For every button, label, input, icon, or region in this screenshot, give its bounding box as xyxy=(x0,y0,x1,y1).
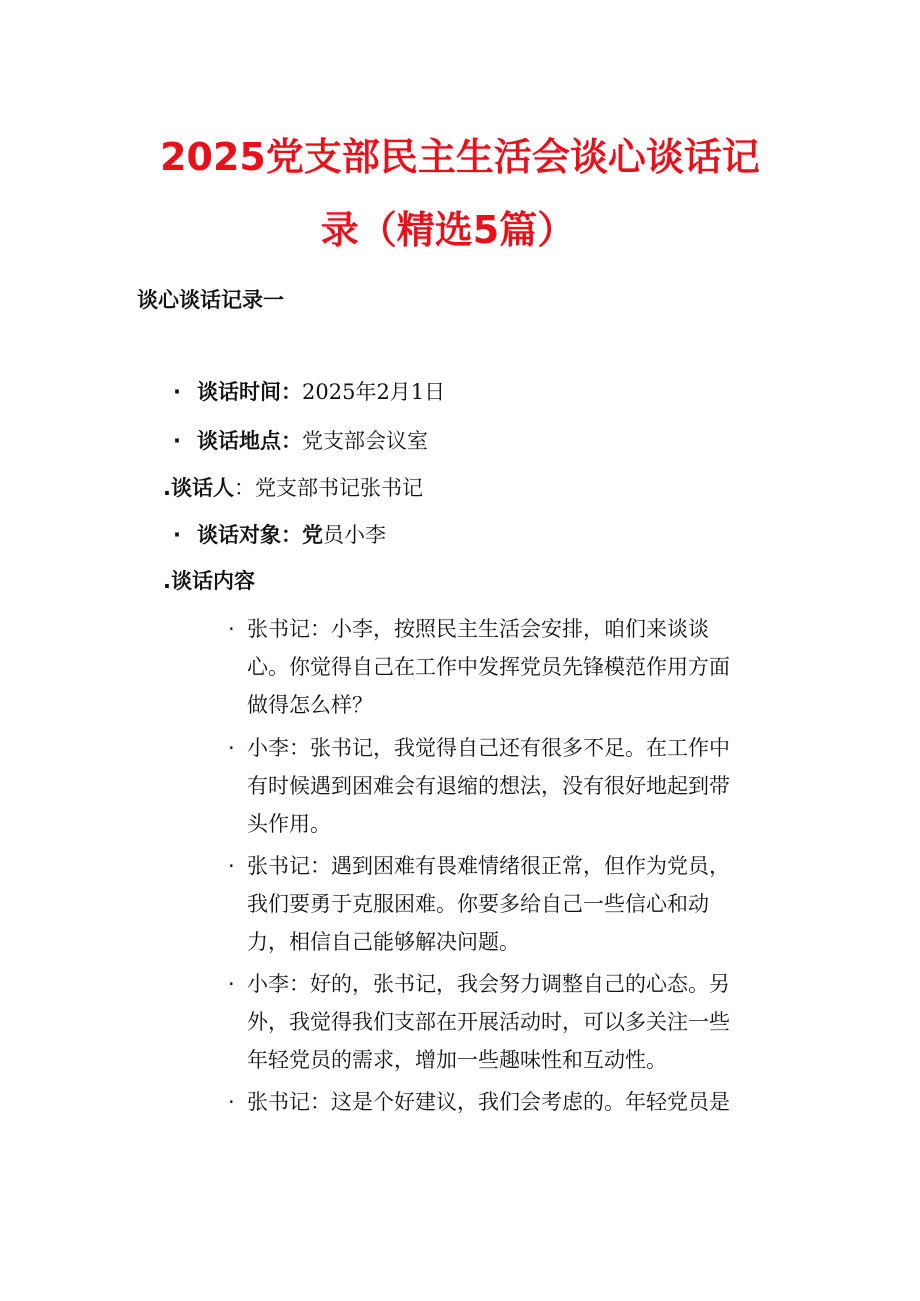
meta-content-prefix: . xyxy=(163,569,171,593)
bullet: · xyxy=(228,854,235,878)
meta-target xyxy=(173,521,386,549)
dialogue-item xyxy=(228,965,788,1079)
dialogue-line: 头作用。 xyxy=(247,812,331,836)
dialogue-item xyxy=(228,1083,788,1121)
bullet: · xyxy=(173,429,181,453)
meta-speaker-label: 谈话人 xyxy=(170,476,234,500)
document-title-line-2: 录（精选5篇） xyxy=(320,208,576,252)
bullet: · xyxy=(173,523,181,547)
dialogue-line: 我们要勇于克服困难。你要多给自己一些信心和动 xyxy=(247,892,709,916)
meta-content-label: 谈话内容 xyxy=(170,569,255,593)
dialogue-item xyxy=(228,847,788,961)
meta-time xyxy=(173,378,445,406)
section-heading: 谈心谈话记录一 xyxy=(137,288,284,312)
meta-speaker-prefix: . xyxy=(163,476,171,500)
meta-place-label: 谈话地点： xyxy=(197,429,302,453)
dialogue-line: 做得怎么样？ xyxy=(247,693,373,717)
meta-place xyxy=(173,427,428,455)
meta-place-value: 党支部会议室 xyxy=(302,429,428,453)
dialogue-line: 心。你觉得自己在工作中发挥党员先锋模范作用方面 xyxy=(247,655,730,679)
meta-time-value: 2025年2月1日 xyxy=(302,380,446,404)
document-title-line-1: 2025党支部民主生活会谈心谈话记 xyxy=(160,135,760,179)
meta-content xyxy=(163,567,255,595)
bullet: · xyxy=(228,972,235,996)
dialogue-item xyxy=(228,610,788,724)
meta-speaker-value: ：党支部书记张书记 xyxy=(233,476,423,500)
dialogue-line: 张书记：小李，按照民主生活会安排，咱们来谈谈 xyxy=(247,617,709,641)
meta-target-label: 谈话对象： xyxy=(197,523,302,547)
dialogue-line: 小李：好的，张书记，我会努力调整自己的心态。另 xyxy=(247,972,730,996)
meta-target-value-bold: 党 xyxy=(302,523,323,547)
dialogue-line: 外，我觉得我们支部在开展活动时，可以多关注一些 xyxy=(247,1010,730,1034)
dialogue-item xyxy=(228,729,788,843)
dialogue-line: 有时候遇到困难会有退缩的想法，没有很好地起到带 xyxy=(247,774,730,798)
bullet: · xyxy=(228,1090,235,1114)
dialogue-line: 张书记：遇到困难有畏难情绪很正常，但作为党员， xyxy=(247,854,730,878)
meta-time-label: 谈话时间： xyxy=(197,380,302,404)
bullet: · xyxy=(173,380,181,404)
dialogue-line: 力，相信自己能够解决问题。 xyxy=(247,930,520,954)
meta-speaker xyxy=(163,474,423,502)
meta-target-value: 员小李 xyxy=(323,523,386,547)
dialogue-line: 张书记：这是个好建议，我们会考虑的。年轻党员是 xyxy=(247,1090,730,1114)
bullet: · xyxy=(228,617,235,641)
bullet: · xyxy=(228,736,235,760)
dialogue-line: 年轻党员的需求，增加一些趣味性和互动性。 xyxy=(247,1048,667,1072)
dialogue-line: 小李：张书记，我觉得自己还有很多不足。在工作中 xyxy=(247,736,730,760)
